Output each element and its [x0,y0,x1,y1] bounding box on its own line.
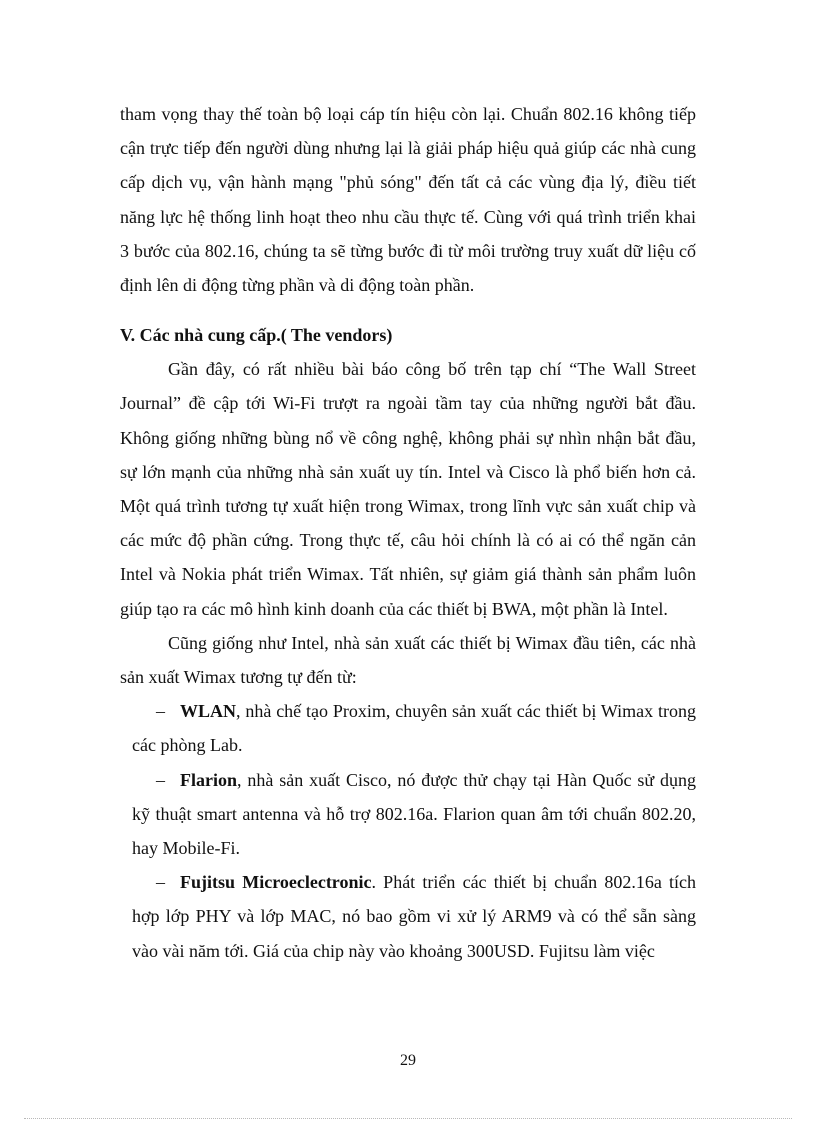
bullet-dash: – [156,769,165,790]
bullet-text: , nhà chế tạo Proxim, chuyên sản xuất các thiết bị Wimax trong các phòng Lab. [132,701,696,756]
vendor-bullet-fujitsu [120,865,696,968]
bullet-text: . Phát triển các thiết bị chuẩn 802.16a tích hợp lớp PHY và lớp MAC, nó bao gồm vi xử lý ARM9 và có thể sẵn sàng vào vài năm tới. Giá của chip này vào khoảng 300USD. Fujitsu làm việc [132,872,697,961]
vendors-paragraph-2: Cũng giống như Intel, nhà sản xuất các thiết bị Wimax đầu tiên, các nhà sản xuất Wimax tương tự đến từ: [120,632,696,688]
page-bottom-divider [24,1118,792,1119]
vendors-paragraph-1: Gần đây, có rất nhiều bài báo công bố trên tạp chí “The Wall Street Journal” đề cập tới Wi-Fi trượt ra ngoài tầm tay của những người bắt đầu. Không giống những bùng nổ về công nghệ, không phải sự nhìn nhận bắt đầu, sự lớn mạnh của những nhà sản xuất uy tín. Intel và Cisco là phổ biến hơn cả. Một quá trình tương tự xuất hiện trong Wimax, trong lĩnh vực sản xuất chip và các mức độ phần cứng. Trong thực tế, câu hỏi chính là có ai có thể ngăn cản Intel và Nokia phát triển Wimax. Tất nhiên, sự giảm giá thành sản phẩm luôn giúp tạo ra các mô hình kinh doanh của các thiết bị BWA, một phần là Intel. [120,359,696,619]
bullet-dash: – [156,701,165,722]
bullet-term: Flarion [180,769,237,790]
bullet-term: WLAN [180,701,237,722]
section-heading: V. Các nhà cung cấp.( The vendors) [120,325,393,346]
bullet-term: Fujitsu Microeclectronic [180,872,372,893]
vendor-bullet-wlan [120,694,696,762]
page-body [120,97,696,968]
page-number: 29 [400,1052,416,1069]
bullet-dash: – [156,872,165,893]
vendor-bullet-flarion [120,763,696,866]
intro-paragraph: tham vọng thay thế toàn bộ loại cáp tín hiệu còn lại. Chuẩn 802.16 không tiếp cận trực tiếp đến người dùng nhưng lại là giải pháp hiệu quả giúp các nhà cung cấp dịch vụ, vận hành mạng "phủ sóng" đến tất cả các vùng địa lý, điều tiết năng lực hệ thống linh hoạt theo nhu cầu thực tế. Cùng với quá trình triển khai 3 bước của 802.16, chúng ta sẽ từng bước đi từ môi trường truy xuất dữ liệu cố định lên di động từng phần và di động toàn phần. [120,104,696,296]
bullet-text: , nhà sản xuất Cisco, nó được thử chạy tại Hàn Quốc sử dụng kỹ thuật smart antenna và hỗ trợ 802.16a. Flarion quan âm tới chuẩn 802.20, hay Mobile-Fi. [132,769,696,859]
